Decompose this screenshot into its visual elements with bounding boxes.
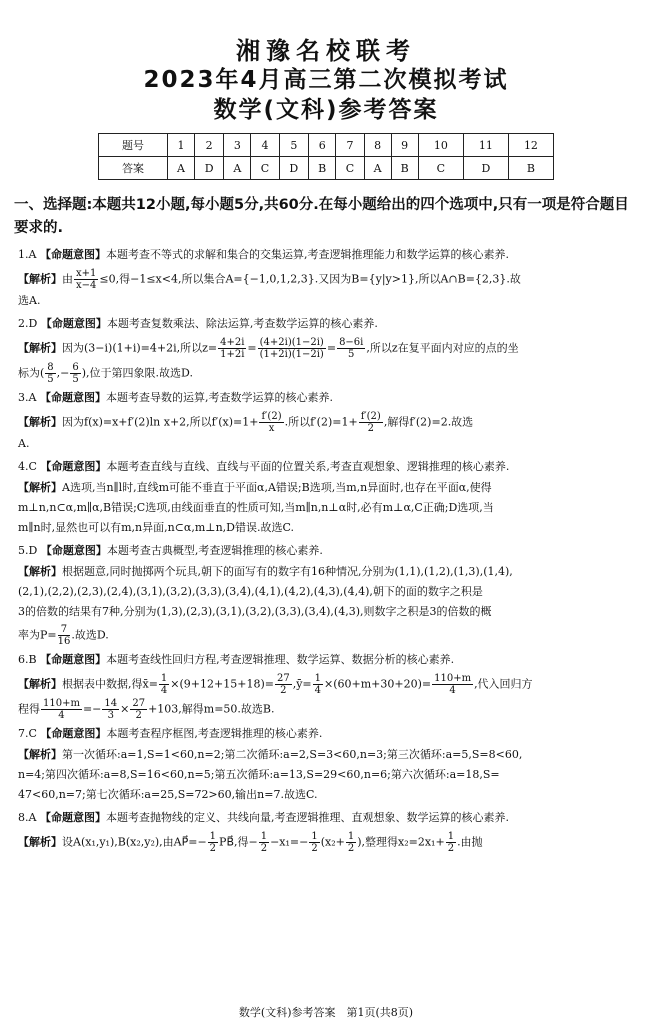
table-cell: C bbox=[418, 157, 463, 180]
analysis-line: n=4;第四次循环:a=8,S=16<60,n=5;第五次循环:a=13,S=29<60,n=6;第六次循环:a=18,S= bbox=[18, 768, 500, 781]
analysis-text: ),位于第四象限.故选D. bbox=[81, 366, 193, 380]
fraction bbox=[432, 673, 473, 696]
intent-text: 本题考查古典概型,考查逻辑推理的核心素养. bbox=[106, 544, 323, 557]
fraction-numerator: x+1 bbox=[76, 268, 97, 279]
analysis-text: 因为f(x)=x+f′(2)ln x+2,所以f′(x)=1+ bbox=[62, 415, 259, 429]
table-cell: 12 bbox=[508, 134, 553, 157]
fraction bbox=[102, 698, 119, 721]
fraction bbox=[208, 831, 218, 854]
analysis-line: (2,1),(2,2),(2,3),(2,4),(3,1),(3,2),(3,3),(3,4),(4,1),(4,2),(4,3),(4,4),朝下的面的数字之积是 bbox=[18, 585, 483, 598]
title-line-3: 数学(文科)参考答案 bbox=[213, 97, 439, 123]
question-5-result bbox=[18, 624, 640, 647]
intent-tag: 【命题意图】 bbox=[39, 811, 106, 824]
question-number: 8.A bbox=[18, 811, 37, 824]
section-heading: 一、选择题:本题共12小题,每小题5分,共60分.在每小题给出的四个选项中,只有一项是符合题目要求的. bbox=[14, 197, 629, 236]
table-cell: C bbox=[251, 157, 279, 180]
analysis-text: 根据表中数据,得x̄= bbox=[62, 677, 158, 691]
table-row-numbers bbox=[99, 134, 554, 157]
question-number: 4.C bbox=[18, 460, 37, 473]
fraction-numerator: f′(2) bbox=[261, 411, 282, 422]
table-cell: 7 bbox=[336, 134, 364, 157]
question-1-end: 选A. bbox=[18, 294, 41, 307]
fraction bbox=[337, 337, 365, 360]
fraction bbox=[218, 337, 246, 360]
fraction-numerator: 1 bbox=[447, 831, 455, 842]
fraction-denominator: 5 bbox=[47, 374, 54, 385]
fraction-numerator: 7 bbox=[58, 624, 71, 636]
fraction-denominator: 1+2i bbox=[220, 349, 245, 360]
question-8-intent bbox=[18, 807, 640, 829]
question-5-intent bbox=[18, 540, 640, 562]
fraction bbox=[130, 698, 147, 721]
table-cell: D bbox=[194, 157, 224, 180]
intent-tag: 【命题意图】 bbox=[40, 317, 107, 330]
analysis-line: 47<60,n=7;第七次循环:a=25,S=72>60,输出n=7.故选C. bbox=[18, 788, 318, 801]
fraction-denominator: 2 bbox=[311, 843, 318, 854]
analysis-text: ,解得f′(2)=2.故选 bbox=[383, 415, 474, 429]
table-cell: C bbox=[336, 157, 364, 180]
fraction bbox=[313, 673, 323, 696]
table-cell: D bbox=[463, 157, 508, 180]
question-number: 6.B bbox=[18, 653, 37, 666]
intent-tag: 【命题意图】 bbox=[40, 544, 107, 557]
title-line-2: 2023年4月高三第二次模拟考试 bbox=[143, 67, 509, 93]
fraction-denominator: 2 bbox=[280, 685, 287, 696]
fraction bbox=[275, 673, 292, 696]
intent-tag: 【命题意图】 bbox=[39, 391, 106, 404]
intent-text: 本题考查程序框图,考查逻辑推理的核心素养. bbox=[106, 727, 323, 740]
fraction-numerator: 1 bbox=[260, 831, 268, 842]
analysis-text: .故选D. bbox=[71, 628, 109, 642]
fraction-numerator: 110+m bbox=[434, 673, 472, 684]
table-cell: 9 bbox=[391, 134, 418, 157]
fraction-denominator: 5 bbox=[348, 349, 355, 360]
table-cell: 6 bbox=[309, 134, 336, 157]
question-4-intent bbox=[18, 456, 640, 478]
analysis-text: ,所以z在复平面内对应的点的坐 bbox=[366, 341, 519, 355]
table-cell: 11 bbox=[463, 134, 508, 157]
question-5-analysis bbox=[18, 562, 640, 582]
table-row-answers bbox=[99, 157, 554, 180]
analysis-text: +103,解得m=50.故选B. bbox=[148, 702, 275, 716]
analysis-text: −x₁=− bbox=[270, 835, 309, 849]
table-cell: 4 bbox=[251, 134, 279, 157]
fraction bbox=[309, 831, 319, 854]
fraction bbox=[58, 624, 71, 647]
fraction-numerator: 1 bbox=[347, 831, 355, 842]
analysis-text: ,ȳ= bbox=[292, 677, 312, 691]
question-number: 2.D bbox=[18, 317, 38, 330]
intent-tag: 【命题意图】 bbox=[40, 460, 107, 473]
question-4-analysis bbox=[18, 478, 640, 498]
table-cell: 题号 bbox=[99, 134, 168, 157]
fraction-numerator: 27 bbox=[132, 698, 146, 709]
fraction-denominator: 4 bbox=[160, 685, 168, 696]
fraction-denominator: x bbox=[268, 423, 275, 434]
question-1-intent bbox=[18, 244, 640, 266]
fraction-denominator: 2 bbox=[447, 843, 455, 854]
analysis-text: =− bbox=[82, 702, 102, 716]
question-6-analysis-cont bbox=[18, 698, 640, 721]
fraction bbox=[359, 411, 383, 434]
intent-text: 本题考查直线与直线、直线与平面的位置关系,考查直观想象、逻辑推理的核心素养. bbox=[106, 460, 510, 473]
fraction-numerator: 8 bbox=[47, 362, 54, 373]
table-cell: B bbox=[508, 157, 553, 180]
analysis-text: ×(9+12+15+18)= bbox=[170, 677, 274, 691]
analysis-line: m⊥n,n⊂α,m∥α,B错误;C选项,由线面垂直的性质可知,当m∥n,n⊥α时,必有m⊥α,C正确;D选项,当 bbox=[18, 501, 494, 514]
fraction bbox=[259, 411, 283, 434]
fraction-denominator: 4 bbox=[449, 685, 456, 696]
analysis-tag: 【解析】 bbox=[18, 481, 62, 494]
intent-text: 本题考查线性回归方程,考查逻辑推理、数学运算、数据分析的核心素养. bbox=[106, 653, 455, 666]
intent-tag: 【命题意图】 bbox=[40, 727, 107, 740]
analysis-text: ,− bbox=[56, 366, 70, 380]
fraction-numerator: 1 bbox=[209, 831, 217, 842]
fraction-denominator: 2 bbox=[135, 710, 142, 721]
question-6-analysis bbox=[18, 673, 640, 696]
table-cell: A bbox=[224, 157, 251, 180]
fraction-numerator: 4+2i bbox=[220, 337, 245, 348]
page-footer: 数学(文科)参考答案 第1页(共8页) bbox=[238, 1006, 414, 1019]
analysis-text: ,代入回归方 bbox=[474, 677, 533, 691]
question-3-intent bbox=[18, 387, 640, 409]
fraction-numerator: 1 bbox=[314, 673, 322, 684]
fraction-numerator: 27 bbox=[276, 673, 290, 684]
table-cell: A bbox=[168, 157, 195, 180]
intent-text: 本题考查不等式的求解和集合的交集运算,考查逻辑推理能力和数学运算的核心素养. bbox=[105, 248, 509, 261]
analysis-text: × bbox=[120, 702, 130, 716]
fraction-numerator: f′(2) bbox=[360, 411, 381, 422]
analysis-text: 由 bbox=[62, 272, 73, 286]
analysis-text: 率为P= bbox=[18, 628, 57, 642]
question-3-end: A. bbox=[18, 437, 30, 450]
analysis-text: 根据题意,同时抛掷两个玩具,朝下的面写有的数字有16种情况,分别为(1,1),(1,2),(1,3),(1,4), bbox=[62, 565, 513, 578]
analysis-text: (x₂+ bbox=[320, 835, 345, 849]
fraction-denominator: (1+2i)(1−2i) bbox=[259, 349, 324, 360]
fraction-numerator: 110+m bbox=[43, 698, 80, 709]
fraction-numerator: 14 bbox=[104, 698, 118, 709]
analysis-tag: 【解析】 bbox=[18, 415, 62, 429]
question-2-intent bbox=[18, 313, 640, 335]
analysis-text: = bbox=[247, 341, 257, 355]
table-cell: 1 bbox=[168, 134, 195, 157]
analysis-line: m∥n时,显然也可以有m,n异面,n⊂α,m⊥n,D错误.故选C. bbox=[18, 521, 295, 534]
fraction-numerator: 1 bbox=[311, 831, 318, 842]
table-cell: B bbox=[391, 157, 418, 180]
fraction bbox=[45, 362, 55, 385]
analysis-text: = bbox=[326, 341, 337, 355]
analysis-text: A选项,当n∥l时,直线m可能不垂直于平面α,A错误;B选项,当m,n异面时,也存在平面α,使得 bbox=[62, 481, 492, 494]
fraction-numerator: (4+2i)(1−2i) bbox=[259, 337, 324, 348]
table-cell: 答案 bbox=[99, 157, 168, 180]
fraction-numerator: 1 bbox=[160, 673, 168, 684]
intent-text: 本题考查导数的运算,考查数学运算的核心素养. bbox=[105, 391, 333, 404]
question-6-intent bbox=[18, 649, 640, 671]
table-cell: 2 bbox=[194, 134, 224, 157]
table-cell: D bbox=[279, 157, 309, 180]
title-line-1: 湘豫名校联考 bbox=[236, 37, 416, 65]
question-number: 1.A bbox=[18, 248, 37, 261]
fraction-denominator: 4 bbox=[314, 685, 322, 696]
fraction-denominator: 2 bbox=[260, 843, 268, 854]
fraction-numerator: 8−6i bbox=[339, 337, 364, 348]
analysis-tag: 【解析】 bbox=[18, 677, 62, 691]
fraction-denominator: 5 bbox=[72, 374, 79, 385]
question-7-analysis bbox=[18, 745, 640, 765]
fraction-denominator: 3 bbox=[107, 710, 114, 721]
question-number: 7.C bbox=[18, 727, 37, 740]
analysis-text: 第一次循环:a=1,S=1<60,n=2;第二次循环:a=2,S=3<60,n=3;第三次循环:a=5,S=8<60, bbox=[62, 748, 523, 761]
fraction bbox=[159, 673, 169, 696]
analysis-text: .所以f′(2)=1+ bbox=[284, 415, 358, 429]
intent-text: 本题考查抛物线的定义、共线向量,考查逻辑推理、直观想象、数学运算的核心素养. bbox=[105, 811, 509, 824]
analysis-text: ≤0,得−1≤x<4,所以集合A={−1,0,1,2,3}.又因为B={y|y>1},所以A∩B={2,3}.故 bbox=[99, 272, 521, 286]
intent-tag: 【命题意图】 bbox=[40, 653, 107, 666]
fraction-denominator: 4 bbox=[58, 710, 65, 721]
analysis-text: 标为( bbox=[18, 366, 45, 380]
answer-table bbox=[98, 133, 554, 180]
analysis-tag: 【解析】 bbox=[18, 835, 62, 849]
fraction bbox=[41, 698, 82, 721]
fraction bbox=[70, 362, 80, 385]
table-cell: B bbox=[309, 157, 336, 180]
fraction-numerator: 6 bbox=[72, 362, 79, 373]
question-7-intent bbox=[18, 723, 640, 745]
table-cell: 5 bbox=[279, 134, 309, 157]
question-number: 5.D bbox=[18, 544, 38, 557]
fraction bbox=[346, 831, 356, 854]
analysis-line: 3的倍数的结果有7种,分别为(1,3),(2,3),(3,1),(3,2),(3,3),(3,4),(4,3),则数字之积是3的倍数的概 bbox=[18, 605, 492, 618]
analysis-text: ),整理得x₂=2x₁+ bbox=[357, 835, 445, 849]
analysis-text: .由抛 bbox=[457, 835, 483, 849]
question-1-analysis bbox=[18, 268, 640, 291]
table-cell: 8 bbox=[364, 134, 391, 157]
question-8-analysis bbox=[18, 831, 640, 854]
analysis-text: 设A(x₁,y₁),B(x₂,y₂),由AP⃗=− bbox=[62, 835, 207, 849]
question-3-analysis bbox=[18, 411, 640, 434]
analysis-tag: 【解析】 bbox=[18, 341, 62, 355]
fraction bbox=[446, 831, 456, 854]
intent-tag: 【命题意图】 bbox=[39, 248, 106, 261]
analysis-text: 因为(3−i)(1+i)=4+2i,所以z= bbox=[62, 341, 218, 355]
fraction-denominator: 2 bbox=[209, 843, 217, 854]
question-2-analysis bbox=[18, 337, 640, 360]
analysis-tag: 【解析】 bbox=[18, 565, 62, 578]
fraction-denominator: x−4 bbox=[76, 280, 97, 291]
analysis-tag: 【解析】 bbox=[18, 748, 62, 761]
fraction-denominator: 2 bbox=[367, 423, 374, 434]
analysis-tag: 【解析】 bbox=[18, 272, 62, 286]
fraction bbox=[259, 831, 269, 854]
fraction-denominator: 2 bbox=[347, 843, 355, 854]
table-cell: 10 bbox=[418, 134, 463, 157]
fraction bbox=[258, 337, 326, 360]
intent-text: 本题考查复数乘法、除法运算,考查数学运算的核心素养. bbox=[106, 317, 378, 330]
analysis-text: PB⃗,得− bbox=[219, 835, 258, 849]
analysis-text: ×(60+m+30+20)= bbox=[324, 677, 432, 691]
fraction bbox=[74, 268, 98, 291]
table-cell: 3 bbox=[224, 134, 251, 157]
question-number: 3.A bbox=[18, 391, 37, 404]
analysis-text: 程得 bbox=[18, 702, 40, 716]
fraction-denominator: 16 bbox=[57, 636, 71, 647]
question-2-analysis-cont bbox=[18, 362, 640, 385]
table-cell: A bbox=[364, 157, 391, 180]
